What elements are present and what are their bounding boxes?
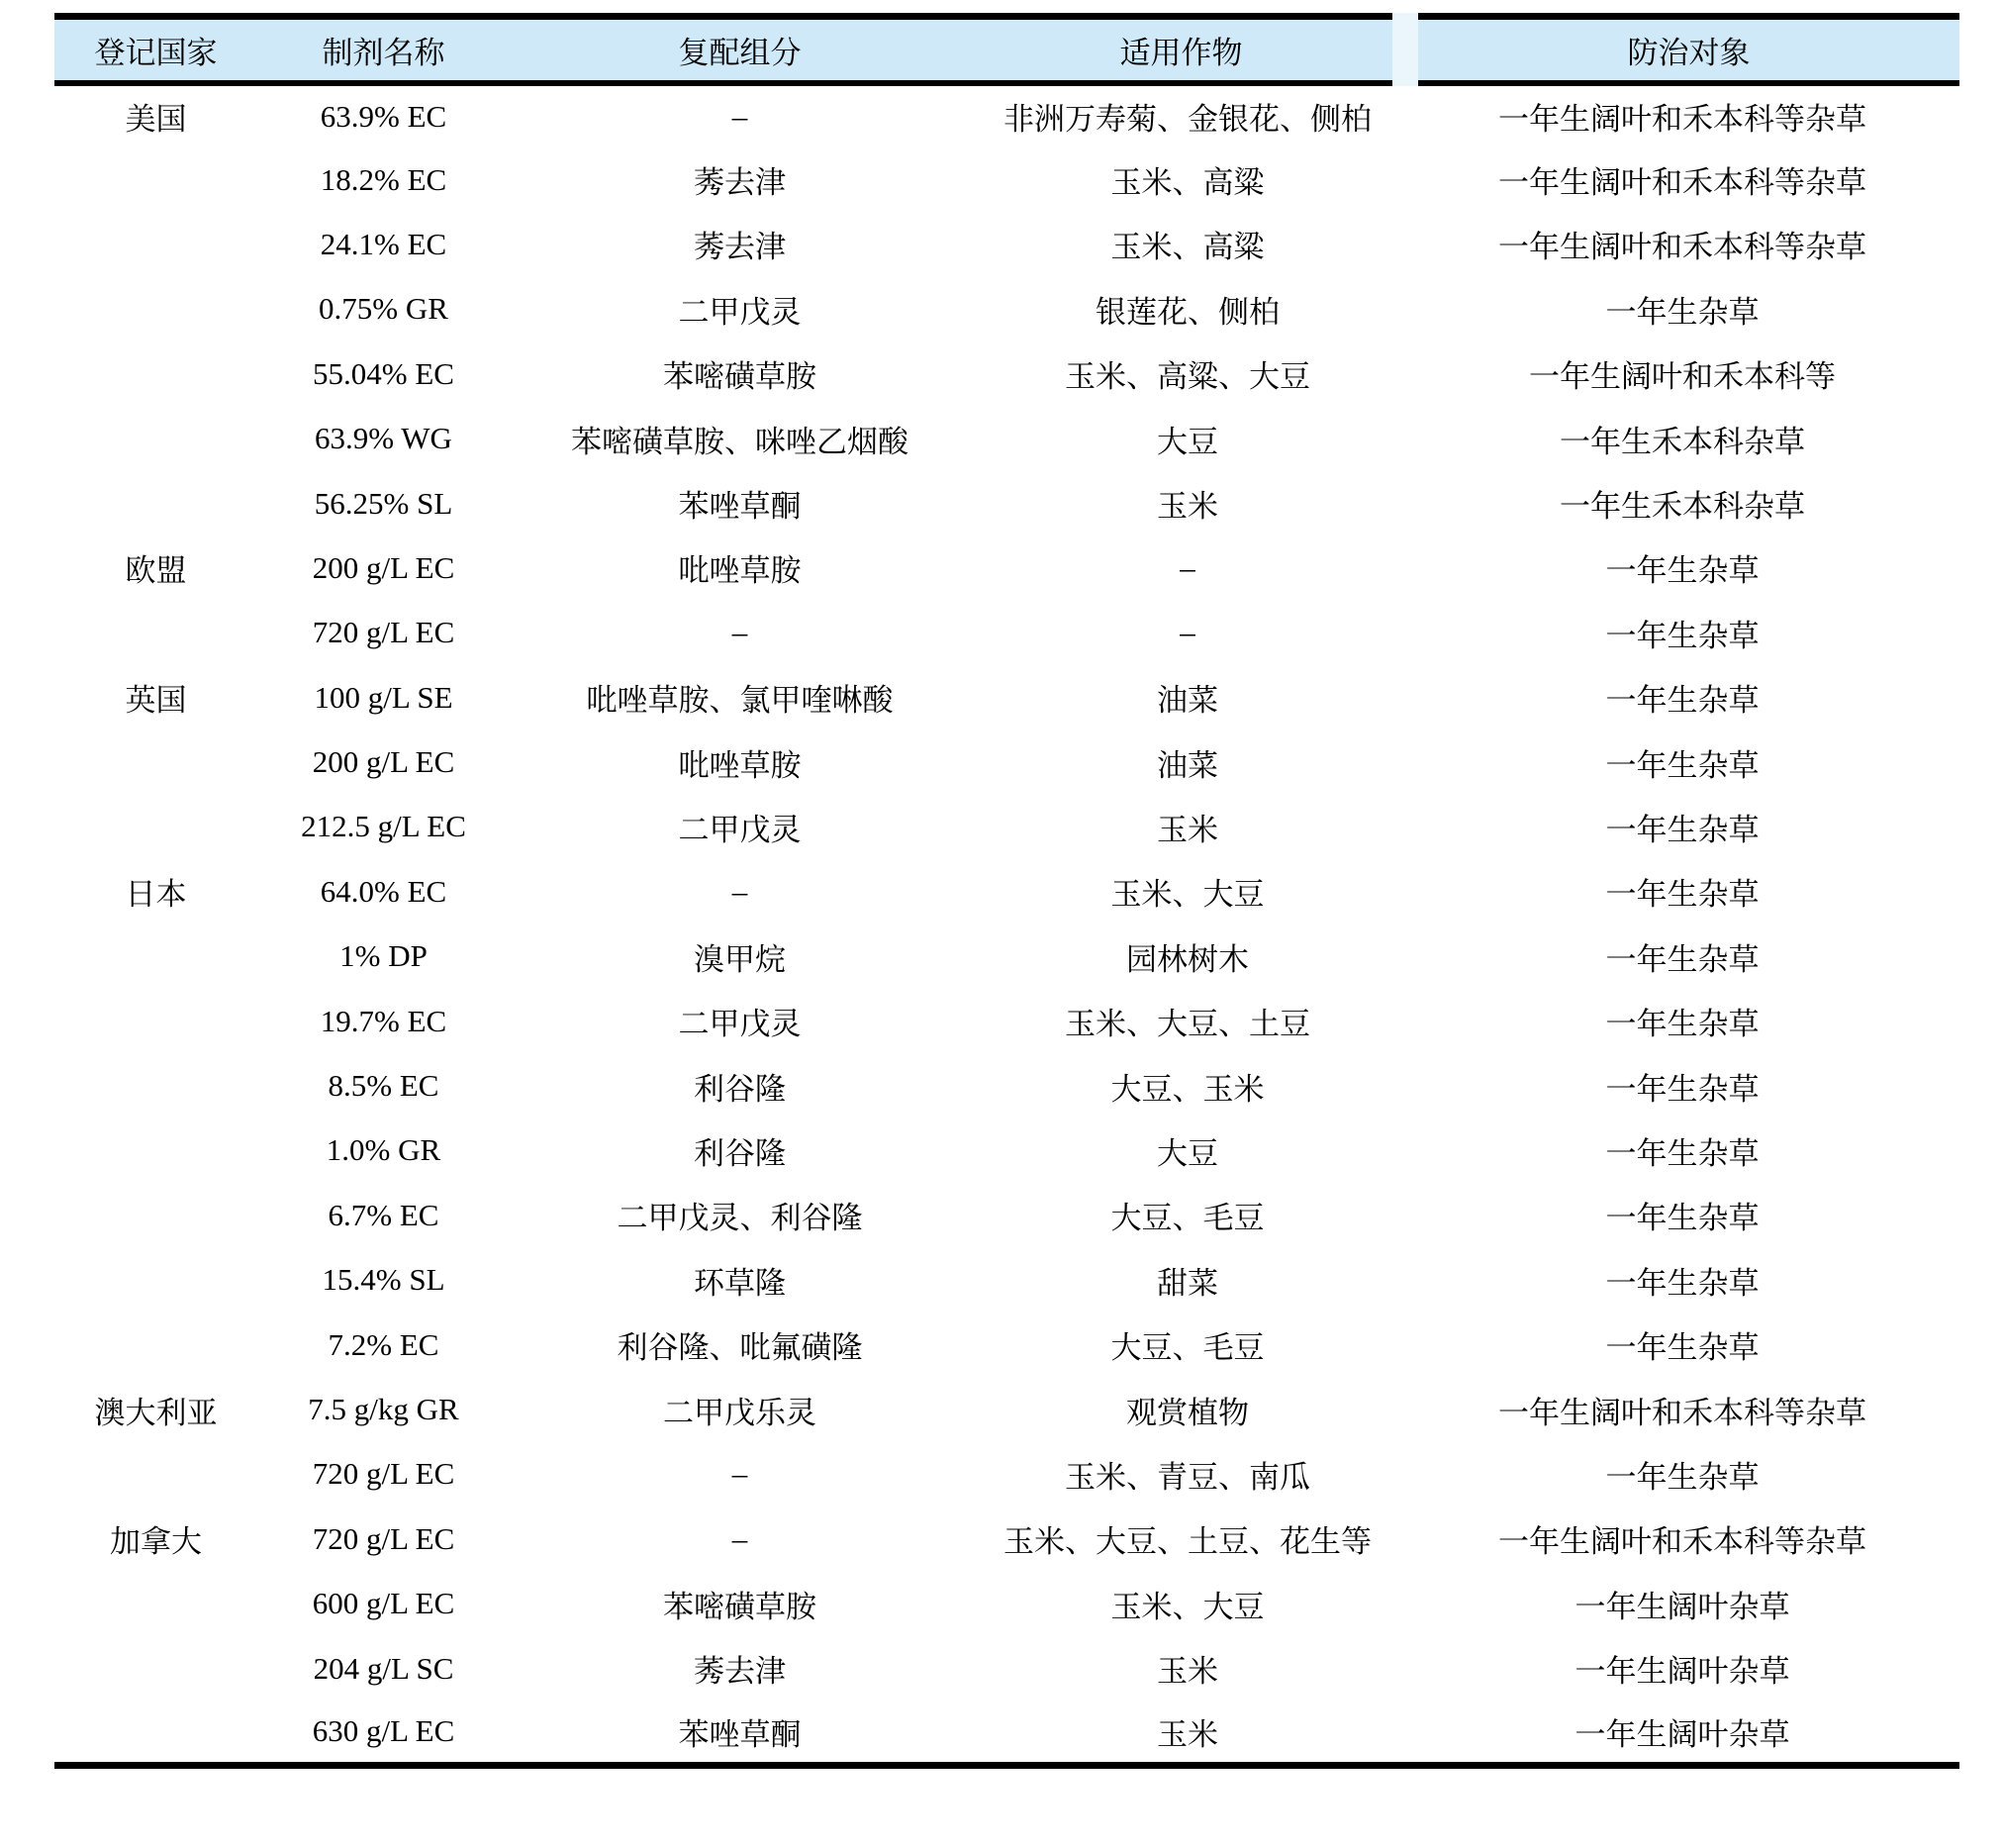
- cell-targets: 一年生杂草: [1605, 294, 1760, 330]
- cell-targets: 一年生杂草: [1605, 1330, 1760, 1366]
- cell-targets: 一年生杂草: [1605, 1265, 1760, 1301]
- cell-components: 莠去津: [694, 165, 786, 201]
- cell-crops: 大豆: [1157, 1135, 1218, 1171]
- cell-country: [54, 1571, 257, 1635]
- cell-crops: 玉米、大豆: [1110, 877, 1265, 913]
- cell-crops: 玉米: [1157, 489, 1218, 525]
- cell-targets: 一年生阔叶和禾本科等杂草: [1498, 165, 1866, 201]
- cell-targets: 一年生杂草: [1605, 553, 1760, 589]
- col-header-country: 登记国家: [54, 17, 257, 83]
- table-header: [54, 17, 1959, 83]
- cell-country: [54, 1701, 257, 1765]
- cell-country: 欧盟: [125, 553, 187, 589]
- table-row: [54, 1701, 1959, 1765]
- cell-formulation: 720 g/L EC: [312, 615, 455, 650]
- cell-crops: 玉米、青豆、南瓜: [1065, 1459, 1310, 1495]
- cell-country: [54, 924, 257, 989]
- cell-components: 二甲戊灵: [678, 812, 802, 847]
- cell-country: [54, 147, 257, 212]
- cell-formulation: 24.1% EC: [320, 226, 447, 261]
- table-row: [54, 1053, 1959, 1118]
- cell-country: [54, 1442, 257, 1507]
- cell-components: –: [731, 873, 748, 909]
- cell-targets: 一年生阔叶和禾本科等杂草: [1498, 1524, 1866, 1560]
- cell-crops: 玉米、高粱: [1110, 230, 1265, 265]
- cell-components: 溴甲烷: [694, 941, 786, 977]
- cell-targets: 一年生杂草: [1605, 812, 1760, 847]
- cell-targets: 一年生杂草: [1605, 1459, 1760, 1495]
- cell-components: 二甲戊灵: [678, 294, 802, 330]
- cell-components: 莠去津: [694, 1654, 786, 1690]
- cell-formulation: 200 g/L EC: [312, 744, 455, 780]
- cell-country: [54, 1248, 257, 1313]
- cell-components: 利谷隆、吡氟磺隆: [617, 1330, 863, 1366]
- cell-targets: 一年生阔叶和禾本科等杂草: [1498, 1395, 1866, 1430]
- cell-country: 日本: [125, 877, 187, 913]
- cell-formulation: 63.9% EC: [320, 98, 447, 134]
- cell-targets: 一年生阔叶和禾本科等: [1529, 359, 1836, 395]
- cell-components: 二甲戊乐灵: [663, 1395, 816, 1430]
- cell-formulation: 6.7% EC: [328, 1197, 439, 1232]
- cell-formulation: 100 g/L SE: [314, 679, 453, 715]
- cell-targets: 一年生阔叶和禾本科等杂草: [1498, 102, 1866, 138]
- cell-crops: 非洲万寿菊、金银花、侧柏: [1003, 102, 1372, 138]
- cell-country: [54, 795, 257, 859]
- cell-formulation: 19.7% EC: [320, 1003, 447, 1038]
- cell-formulation: 7.2% EC: [328, 1326, 439, 1362]
- cell-targets: 一年生杂草: [1605, 1201, 1760, 1236]
- cell-targets: 一年生阔叶杂草: [1574, 1654, 1790, 1690]
- cell-formulation: 56.25% SL: [314, 485, 453, 521]
- cell-components: 苯嘧磺草胺: [663, 1589, 816, 1624]
- cell-formulation: 63.9% WG: [315, 421, 452, 456]
- cell-components: 二甲戊灵: [678, 1007, 802, 1042]
- table-row: [54, 859, 1959, 924]
- cell-targets: 一年生杂草: [1605, 941, 1760, 977]
- cell-targets: 一年生杂草: [1605, 1007, 1760, 1042]
- cell-components: 吡唑草胺、氯甲喹啉酸: [586, 683, 894, 719]
- cell-formulation: 720 g/L EC: [312, 1520, 455, 1556]
- cell-formulation: 204 g/L SC: [313, 1650, 454, 1686]
- cell-targets: 一年生杂草: [1605, 1135, 1760, 1171]
- cell-crops: 大豆、玉米: [1110, 1071, 1265, 1107]
- cell-country: 美国: [125, 102, 187, 138]
- cell-country: [54, 406, 257, 470]
- table-row: [54, 1377, 1959, 1441]
- table-body: [54, 83, 1959, 1766]
- cell-targets: 一年生禾本科杂草: [1560, 489, 1805, 525]
- table-row: [54, 1119, 1959, 1183]
- table-row: [54, 277, 1959, 341]
- pesticide-registration-table: [54, 13, 1959, 1769]
- cell-formulation: 720 g/L EC: [312, 1456, 455, 1492]
- cell-targets: 一年生阔叶和禾本科等杂草: [1498, 230, 1866, 265]
- col-header-formulation: 制剂名称: [257, 17, 510, 83]
- cell-targets: 一年生杂草: [1605, 618, 1760, 653]
- cell-country: [54, 729, 257, 794]
- cell-formulation: 18.2% EC: [320, 161, 447, 197]
- cell-country: [54, 1636, 257, 1701]
- table-row: [54, 212, 1959, 276]
- table-row: [54, 1248, 1959, 1313]
- cell-country: [54, 341, 257, 406]
- table-row: [54, 147, 1959, 212]
- table-row: [54, 601, 1959, 665]
- cell-components: –: [731, 615, 748, 650]
- cell-country: 英国: [125, 683, 187, 719]
- cell-crops: 油菜: [1157, 683, 1218, 719]
- cell-crops: 玉米、高粱: [1110, 165, 1265, 201]
- cell-formulation: 1.0% GR: [326, 1132, 441, 1168]
- table-row: [54, 535, 1959, 600]
- cell-targets: 一年生杂草: [1605, 877, 1760, 913]
- table-row: [54, 83, 1959, 147]
- cell-formulation: 55.04% EC: [313, 355, 454, 391]
- cell-crops: –: [1180, 549, 1195, 585]
- cell-components: 苯唑草酮: [678, 1716, 802, 1752]
- cell-formulation: 200 g/L EC: [312, 549, 455, 585]
- cell-components: 环草隆: [694, 1265, 786, 1301]
- table-row: [54, 924, 1959, 989]
- cell-components: 苯嘧磺草胺、咪唑乙烟酸: [571, 424, 908, 459]
- cell-components: 利谷隆: [694, 1135, 786, 1171]
- cell-crops: 玉米、大豆、土豆: [1065, 1007, 1310, 1042]
- col-header-components: 复配组分: [510, 17, 970, 83]
- col-header-targets: 防治对象: [1405, 17, 1959, 83]
- cell-country: [54, 212, 257, 276]
- cell-components: 莠去津: [694, 230, 786, 265]
- table-row: [54, 1313, 1959, 1377]
- cell-targets: 一年生阔叶杂草: [1574, 1716, 1790, 1752]
- table-row: [54, 341, 1959, 406]
- cell-crops: –: [1180, 615, 1195, 650]
- cell-formulation: 7.5 g/kg GR: [308, 1392, 459, 1426]
- cell-country: [54, 601, 257, 665]
- cell-components: 二甲戊灵、利谷隆: [617, 1201, 863, 1236]
- cell-crops: 玉米、高粱、大豆: [1065, 359, 1310, 395]
- table-row: [54, 471, 1959, 535]
- table-row: [54, 1507, 1959, 1571]
- cell-crops: 银莲花、侧柏: [1096, 294, 1280, 330]
- cell-crops: 观赏植物: [1126, 1395, 1249, 1430]
- cell-formulation: 212.5 g/L EC: [301, 809, 466, 844]
- cell-targets: 一年生杂草: [1605, 1071, 1760, 1107]
- cell-targets: 一年生杂草: [1605, 683, 1760, 719]
- cell-components: 苯唑草酮: [678, 489, 802, 525]
- cell-components: 吡唑草胺: [678, 747, 802, 783]
- cell-formulation: 630 g/L EC: [312, 1713, 455, 1749]
- cell-components: 苯嘧磺草胺: [663, 359, 816, 395]
- cell-crops: 玉米: [1157, 1716, 1218, 1752]
- cell-formulation: 600 g/L EC: [312, 1586, 455, 1621]
- cell-crops: 甜菜: [1157, 1265, 1218, 1301]
- cell-targets: 一年生阔叶杂草: [1574, 1589, 1790, 1624]
- cell-country: [54, 989, 257, 1053]
- cell-country: [54, 1053, 257, 1118]
- cell-country: 加拿大: [110, 1524, 202, 1560]
- cell-crops: 大豆: [1157, 424, 1218, 459]
- cell-crops: 玉米: [1157, 1654, 1218, 1690]
- table-row: [54, 989, 1959, 1053]
- cell-crops: 油菜: [1157, 747, 1218, 783]
- cell-country: 澳大利亚: [94, 1395, 218, 1430]
- cell-country: [54, 471, 257, 535]
- table-row: [54, 1442, 1959, 1507]
- cell-country: [54, 1183, 257, 1247]
- cell-components: 利谷隆: [694, 1071, 786, 1107]
- cell-components: 吡唑草胺: [678, 553, 802, 589]
- table-row: [54, 729, 1959, 794]
- cell-country: [54, 1313, 257, 1377]
- cell-formulation: 15.4% SL: [322, 1262, 445, 1298]
- cell-crops: 玉米、大豆、土豆、花生等: [1003, 1524, 1372, 1560]
- cell-country: [54, 1119, 257, 1183]
- cell-crops: 玉米、大豆: [1110, 1589, 1265, 1624]
- table-row: [54, 1636, 1959, 1701]
- cell-crops: 玉米: [1157, 812, 1218, 847]
- cell-components: –: [731, 1456, 748, 1492]
- table-row: [54, 795, 1959, 859]
- table-row: [54, 406, 1959, 470]
- cell-components: –: [731, 98, 748, 134]
- table-row: [54, 665, 1959, 729]
- cell-targets: 一年生禾本科杂草: [1560, 424, 1805, 459]
- cell-crops: 大豆、毛豆: [1110, 1201, 1265, 1236]
- cell-formulation: 0.75% GR: [319, 291, 448, 327]
- header-row: [54, 17, 1959, 83]
- cell-components: –: [731, 1520, 748, 1556]
- cell-country: [54, 277, 257, 341]
- cell-formulation: 64.0% EC: [320, 873, 447, 909]
- cell-targets: 一年生杂草: [1605, 747, 1760, 783]
- col-header-crops: 适用作物: [970, 17, 1405, 83]
- cell-crops: 园林树木: [1126, 941, 1249, 977]
- cell-crops: 大豆、毛豆: [1110, 1330, 1265, 1366]
- cell-formulation: 1% DP: [339, 938, 428, 974]
- table-row: [54, 1571, 1959, 1635]
- cell-formulation: 8.5% EC: [328, 1068, 439, 1104]
- table-row: [54, 1183, 1959, 1247]
